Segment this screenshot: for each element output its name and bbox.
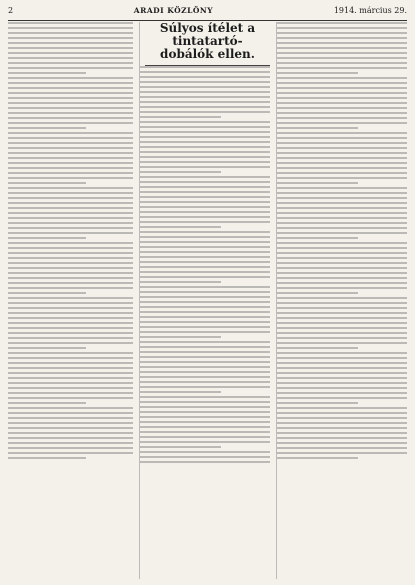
text-line-placeholder bbox=[140, 136, 270, 138]
text-line-placeholder bbox=[140, 216, 270, 218]
text-line-placeholder bbox=[140, 286, 270, 288]
text-line-placeholder bbox=[277, 167, 407, 169]
text-line-placeholder bbox=[8, 332, 133, 334]
text-line-placeholder bbox=[277, 372, 407, 374]
text-line-placeholder bbox=[277, 257, 407, 259]
text-line-placeholder bbox=[140, 386, 270, 388]
text-line-placeholder bbox=[277, 177, 407, 179]
text-line-placeholder bbox=[8, 27, 133, 29]
text-line-placeholder bbox=[277, 62, 407, 64]
text-line-placeholder bbox=[8, 87, 133, 89]
text-line-placeholder bbox=[8, 47, 133, 49]
article-columns bbox=[8, 22, 407, 579]
text-line-placeholder bbox=[8, 117, 133, 119]
text-line-placeholder bbox=[140, 206, 270, 208]
text-line-placeholder bbox=[140, 376, 270, 378]
text-line-placeholder bbox=[140, 141, 270, 143]
text-line-placeholder bbox=[140, 276, 270, 278]
text-line-placeholder bbox=[277, 422, 407, 424]
text-line-placeholder bbox=[140, 341, 270, 343]
text-line-placeholder bbox=[277, 352, 407, 354]
text-line-placeholder bbox=[140, 236, 270, 238]
text-line-placeholder bbox=[8, 42, 133, 44]
text-line-placeholder bbox=[8, 152, 133, 154]
text-line-placeholder bbox=[140, 66, 270, 68]
text-line-placeholder bbox=[140, 391, 221, 393]
text-line-placeholder bbox=[8, 212, 133, 214]
text-line-placeholder bbox=[8, 127, 86, 129]
text-line-placeholder bbox=[8, 147, 133, 149]
text-line-placeholder bbox=[8, 352, 133, 354]
text-line-placeholder bbox=[277, 77, 407, 79]
text-line-placeholder bbox=[8, 377, 133, 379]
text-line-placeholder bbox=[140, 221, 270, 223]
text-line-placeholder bbox=[8, 292, 86, 294]
text-line-placeholder bbox=[140, 326, 270, 328]
text-line-placeholder bbox=[8, 102, 133, 104]
text-line-placeholder bbox=[140, 96, 270, 98]
text-line-placeholder bbox=[277, 312, 407, 314]
text-line-placeholder bbox=[277, 377, 407, 379]
newspaper-title: ARADI KÖZLÖNY bbox=[133, 6, 214, 15]
text-line-placeholder bbox=[8, 142, 133, 144]
text-line-placeholder bbox=[140, 156, 270, 158]
text-line-placeholder bbox=[277, 337, 407, 339]
text-line-placeholder bbox=[277, 232, 407, 234]
text-line-placeholder bbox=[8, 137, 133, 139]
text-line-placeholder bbox=[140, 406, 270, 408]
text-line-placeholder bbox=[140, 266, 270, 268]
text-line-placeholder bbox=[8, 252, 133, 254]
masthead bbox=[8, 6, 407, 21]
text-line-placeholder bbox=[277, 392, 407, 394]
text-line-placeholder bbox=[8, 412, 133, 414]
text-line-placeholder bbox=[277, 192, 407, 194]
text-line-placeholder bbox=[277, 242, 407, 244]
text-line-placeholder bbox=[277, 162, 407, 164]
text-line-placeholder bbox=[277, 87, 407, 89]
text-line-placeholder bbox=[8, 97, 133, 99]
text-line-placeholder bbox=[8, 382, 133, 384]
text-line-placeholder bbox=[277, 447, 407, 449]
text-line-placeholder bbox=[277, 442, 407, 444]
text-line-placeholder bbox=[140, 356, 270, 358]
text-line-placeholder bbox=[277, 357, 407, 359]
text-line-placeholder bbox=[140, 106, 270, 108]
text-line-placeholder bbox=[8, 447, 133, 449]
text-line-placeholder bbox=[8, 217, 133, 219]
text-line-placeholder bbox=[8, 317, 133, 319]
headline-box bbox=[145, 22, 270, 61]
text-line-placeholder bbox=[140, 201, 270, 203]
text-line-placeholder bbox=[140, 261, 270, 263]
text-line-placeholder bbox=[140, 371, 270, 373]
text-line-placeholder bbox=[140, 231, 270, 233]
text-line-placeholder bbox=[277, 457, 358, 459]
text-line-placeholder bbox=[140, 196, 270, 198]
text-line-placeholder bbox=[8, 417, 133, 419]
text-line-placeholder bbox=[140, 166, 270, 168]
text-line-placeholder bbox=[277, 382, 407, 384]
text-line-placeholder bbox=[277, 37, 407, 39]
text-line-placeholder bbox=[277, 132, 407, 134]
text-line-placeholder bbox=[8, 362, 133, 364]
text-line-placeholder bbox=[140, 441, 270, 443]
text-line-placeholder bbox=[8, 457, 86, 459]
text-line-placeholder bbox=[140, 306, 270, 308]
text-line-placeholder bbox=[8, 172, 133, 174]
text-line-placeholder bbox=[277, 107, 407, 109]
text-line-placeholder bbox=[140, 176, 270, 178]
text-line-placeholder bbox=[140, 246, 270, 248]
page-number: 2 bbox=[8, 6, 14, 15]
text-line-placeholder bbox=[277, 172, 407, 174]
text-line-placeholder bbox=[277, 147, 407, 149]
text-line-placeholder bbox=[8, 197, 133, 199]
text-line-placeholder bbox=[8, 267, 133, 269]
text-line-placeholder bbox=[140, 171, 221, 173]
text-line-placeholder bbox=[8, 357, 133, 359]
text-line-placeholder bbox=[8, 387, 133, 389]
text-line-placeholder bbox=[8, 112, 133, 114]
text-line-placeholder bbox=[277, 57, 407, 59]
text-line-placeholder bbox=[8, 437, 133, 439]
text-line-placeholder bbox=[140, 331, 270, 333]
text-line-placeholder bbox=[8, 122, 133, 124]
text-line-placeholder bbox=[277, 217, 407, 219]
text-line-placeholder bbox=[140, 461, 270, 463]
text-line-placeholder bbox=[277, 387, 407, 389]
text-line-placeholder bbox=[277, 207, 407, 209]
text-line-placeholder bbox=[8, 232, 133, 234]
text-line-placeholder bbox=[8, 37, 133, 39]
text-line-placeholder bbox=[8, 227, 133, 229]
text-line-placeholder bbox=[277, 222, 407, 224]
column-text-placeholder bbox=[140, 66, 270, 579]
column-text-placeholder bbox=[277, 22, 407, 579]
article-headline: Súlyos ítélet a tintatartó-dobálók ellen. bbox=[159, 22, 256, 61]
text-line-placeholder bbox=[277, 47, 407, 49]
text-line-placeholder bbox=[277, 317, 407, 319]
text-line-placeholder bbox=[277, 92, 407, 94]
text-line-placeholder bbox=[140, 416, 270, 418]
text-line-placeholder bbox=[8, 132, 133, 134]
text-line-placeholder bbox=[277, 292, 358, 294]
text-line-placeholder bbox=[8, 162, 133, 164]
text-line-placeholder bbox=[140, 256, 270, 258]
text-line-placeholder bbox=[8, 77, 133, 79]
text-line-placeholder bbox=[8, 192, 133, 194]
text-line-placeholder bbox=[140, 151, 270, 153]
text-line-placeholder bbox=[140, 81, 270, 83]
text-line-placeholder bbox=[8, 307, 133, 309]
text-line-placeholder bbox=[277, 332, 407, 334]
text-line-placeholder bbox=[8, 247, 133, 249]
text-line-placeholder bbox=[277, 32, 407, 34]
text-line-placeholder bbox=[140, 116, 221, 118]
text-line-placeholder bbox=[140, 101, 270, 103]
text-line-placeholder bbox=[277, 322, 407, 324]
text-line-placeholder bbox=[140, 396, 270, 398]
text-line-placeholder bbox=[8, 262, 133, 264]
text-line-placeholder bbox=[8, 452, 133, 454]
text-line-placeholder bbox=[8, 402, 86, 404]
text-line-placeholder bbox=[8, 22, 133, 24]
text-line-placeholder bbox=[277, 237, 358, 239]
text-line-placeholder bbox=[140, 251, 270, 253]
text-line-placeholder bbox=[8, 257, 133, 259]
text-line-placeholder bbox=[8, 422, 133, 424]
text-line-placeholder bbox=[277, 72, 358, 74]
text-line-placeholder bbox=[140, 191, 270, 193]
text-line-placeholder bbox=[8, 277, 133, 279]
text-line-placeholder bbox=[140, 71, 270, 73]
column-left bbox=[8, 22, 133, 579]
text-line-placeholder bbox=[277, 157, 407, 159]
text-line-placeholder bbox=[277, 82, 407, 84]
text-line-placeholder bbox=[8, 342, 133, 344]
text-line-placeholder bbox=[8, 32, 133, 34]
text-line-placeholder bbox=[140, 291, 270, 293]
text-line-placeholder bbox=[8, 442, 133, 444]
text-line-placeholder bbox=[140, 121, 270, 123]
text-line-placeholder bbox=[140, 211, 270, 213]
text-line-placeholder bbox=[8, 82, 133, 84]
text-line-placeholder bbox=[8, 242, 133, 244]
text-line-placeholder bbox=[140, 366, 270, 368]
text-line-placeholder bbox=[277, 127, 358, 129]
text-line-placeholder bbox=[277, 27, 407, 29]
text-line-placeholder bbox=[277, 252, 407, 254]
text-line-placeholder bbox=[140, 351, 270, 353]
text-line-placeholder bbox=[277, 67, 407, 69]
text-line-placeholder bbox=[8, 92, 133, 94]
text-line-placeholder bbox=[277, 452, 407, 454]
text-line-placeholder bbox=[277, 307, 407, 309]
text-line-placeholder bbox=[277, 112, 407, 114]
text-line-placeholder bbox=[8, 62, 133, 64]
text-line-placeholder bbox=[8, 177, 133, 179]
text-line-placeholder bbox=[140, 241, 270, 243]
text-line-placeholder bbox=[140, 446, 221, 448]
text-line-placeholder bbox=[277, 402, 358, 404]
text-line-placeholder bbox=[140, 316, 270, 318]
text-line-placeholder bbox=[140, 321, 270, 323]
text-line-placeholder bbox=[140, 126, 270, 128]
text-line-placeholder bbox=[140, 146, 270, 148]
text-line-placeholder bbox=[277, 437, 407, 439]
text-line-placeholder bbox=[277, 202, 407, 204]
text-line-placeholder bbox=[140, 301, 270, 303]
text-line-placeholder bbox=[8, 392, 133, 394]
text-line-placeholder bbox=[277, 102, 407, 104]
text-line-placeholder bbox=[8, 202, 133, 204]
text-line-placeholder bbox=[140, 421, 270, 423]
text-line-placeholder bbox=[277, 277, 407, 279]
text-line-placeholder bbox=[277, 187, 407, 189]
text-line-placeholder bbox=[277, 297, 407, 299]
text-line-placeholder bbox=[277, 197, 407, 199]
text-line-placeholder bbox=[8, 222, 133, 224]
text-line-placeholder bbox=[277, 212, 407, 214]
text-line-placeholder bbox=[140, 436, 270, 438]
text-line-placeholder bbox=[140, 426, 270, 428]
text-line-placeholder bbox=[277, 407, 407, 409]
text-line-placeholder bbox=[140, 451, 270, 453]
text-line-placeholder bbox=[140, 381, 270, 383]
text-line-placeholder bbox=[140, 296, 270, 298]
text-line-placeholder bbox=[277, 182, 358, 184]
text-line-placeholder bbox=[277, 22, 407, 24]
text-line-placeholder bbox=[8, 207, 133, 209]
text-line-placeholder bbox=[8, 282, 133, 284]
text-line-placeholder bbox=[277, 272, 407, 274]
text-line-placeholder bbox=[277, 282, 407, 284]
column-middle bbox=[139, 22, 270, 579]
text-line-placeholder bbox=[277, 342, 407, 344]
text-line-placeholder bbox=[277, 267, 407, 269]
text-line-placeholder bbox=[8, 347, 86, 349]
text-line-placeholder bbox=[140, 431, 270, 433]
text-line-placeholder bbox=[8, 157, 133, 159]
text-line-placeholder bbox=[8, 287, 133, 289]
text-line-placeholder bbox=[140, 411, 270, 413]
text-line-placeholder bbox=[140, 161, 270, 163]
text-line-placeholder bbox=[277, 262, 407, 264]
text-line-placeholder bbox=[277, 247, 407, 249]
text-line-placeholder bbox=[8, 67, 133, 69]
text-line-placeholder bbox=[140, 311, 270, 313]
text-line-placeholder bbox=[140, 281, 221, 283]
text-line-placeholder bbox=[8, 52, 133, 54]
text-line-placeholder bbox=[8, 72, 86, 74]
text-line-placeholder bbox=[277, 152, 407, 154]
text-line-placeholder bbox=[8, 182, 86, 184]
column-text-placeholder bbox=[8, 22, 133, 579]
text-line-placeholder bbox=[8, 167, 133, 169]
text-line-placeholder bbox=[140, 361, 270, 363]
text-line-placeholder bbox=[8, 327, 133, 329]
text-line-placeholder bbox=[277, 52, 407, 54]
text-line-placeholder bbox=[277, 362, 407, 364]
text-line-placeholder bbox=[277, 412, 407, 414]
text-line-placeholder bbox=[8, 337, 133, 339]
text-line-placeholder bbox=[140, 181, 270, 183]
text-line-placeholder bbox=[140, 131, 270, 133]
text-line-placeholder bbox=[277, 137, 407, 139]
text-line-placeholder bbox=[8, 367, 133, 369]
text-line-placeholder bbox=[140, 91, 270, 93]
text-line-placeholder bbox=[140, 226, 221, 228]
text-line-placeholder bbox=[8, 57, 133, 59]
text-line-placeholder bbox=[277, 347, 358, 349]
text-line-placeholder bbox=[8, 372, 133, 374]
text-line-placeholder bbox=[277, 227, 407, 229]
text-line-placeholder bbox=[8, 297, 133, 299]
text-line-placeholder bbox=[140, 456, 270, 458]
text-line-placeholder bbox=[140, 336, 221, 338]
text-line-placeholder bbox=[277, 122, 407, 124]
text-line-placeholder bbox=[140, 86, 270, 88]
text-line-placeholder bbox=[8, 397, 133, 399]
text-line-placeholder bbox=[8, 432, 133, 434]
text-line-placeholder bbox=[277, 42, 407, 44]
text-line-placeholder bbox=[277, 97, 407, 99]
text-line-placeholder bbox=[140, 186, 270, 188]
text-line-placeholder bbox=[140, 76, 270, 78]
text-line-placeholder bbox=[277, 117, 407, 119]
column-right bbox=[276, 22, 407, 579]
text-line-placeholder bbox=[277, 427, 407, 429]
text-line-placeholder bbox=[8, 107, 133, 109]
text-line-placeholder bbox=[8, 302, 133, 304]
text-line-placeholder bbox=[277, 397, 407, 399]
text-line-placeholder bbox=[277, 142, 407, 144]
text-line-placeholder bbox=[140, 111, 270, 113]
text-line-placeholder bbox=[140, 346, 270, 348]
text-line-placeholder bbox=[8, 312, 133, 314]
text-line-placeholder bbox=[8, 237, 86, 239]
text-line-placeholder bbox=[8, 322, 133, 324]
text-line-placeholder bbox=[277, 287, 407, 289]
text-line-placeholder bbox=[8, 427, 133, 429]
text-line-placeholder bbox=[277, 367, 407, 369]
text-line-placeholder bbox=[140, 401, 270, 403]
text-line-placeholder bbox=[277, 432, 407, 434]
text-line-placeholder bbox=[8, 272, 133, 274]
text-line-placeholder bbox=[8, 407, 133, 409]
issue-date: 1914. március 29. bbox=[333, 6, 407, 15]
text-line-placeholder bbox=[140, 271, 270, 273]
text-line-placeholder bbox=[8, 187, 133, 189]
text-line-placeholder bbox=[277, 302, 407, 304]
text-line-placeholder bbox=[277, 417, 407, 419]
text-line-placeholder bbox=[277, 327, 407, 329]
